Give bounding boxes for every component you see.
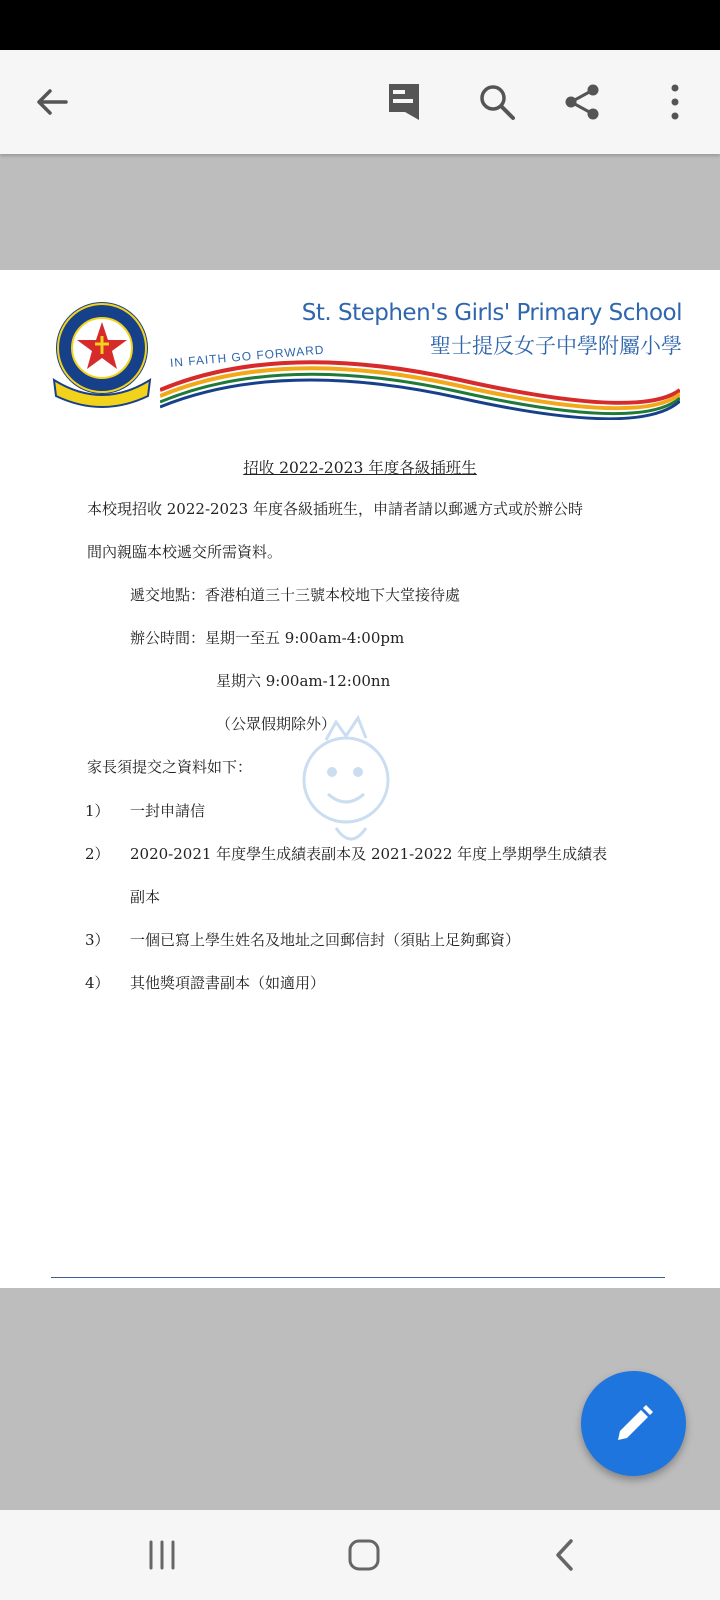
pencil-edit-icon <box>612 1402 656 1446</box>
search-icon <box>477 82 517 122</box>
viewer-background <box>0 154 720 270</box>
office-hours-note: （公眾假期除外） <box>216 715 337 733</box>
more-options-button[interactable] <box>645 72 705 132</box>
list-item-number: 3） <box>85 931 110 949</box>
list-item: 其他獎項證書副本（如適用） <box>130 974 326 992</box>
school-name-english: St. Stephen's Girls' Primary School <box>301 300 682 326</box>
list-item: 2020-2021 年度學生成績表副本及 2021-2022 年度上學期學生成績表 <box>130 845 608 863</box>
list-item-number: 1） <box>85 802 110 820</box>
system-navigation-bar <box>0 1510 720 1600</box>
school-crest-logo <box>52 300 156 410</box>
recents-button[interactable] <box>132 1530 192 1580</box>
more-vert-icon <box>668 82 682 122</box>
edit-fab-button[interactable] <box>581 1371 686 1476</box>
home-button[interactable] <box>334 1530 394 1580</box>
intro-line-1: 本校現招收 2022-2023 年度各級插班生，申請者請以郵遞方式或於辦公時 <box>87 500 583 518</box>
page-footer-rule <box>51 1277 665 1278</box>
list-item-number: 4） <box>85 974 110 992</box>
school-motto: IN FAITH GO FORWARD <box>169 342 326 370</box>
recents-icon <box>146 1539 178 1571</box>
school-name-chinese: 聖士提反女子中學附屬小學 <box>430 334 682 358</box>
app-toolbar <box>0 50 720 154</box>
intro-line-2: 間內親臨本校遞交所需資料。 <box>87 543 283 561</box>
share-button[interactable] <box>552 72 612 132</box>
home-icon <box>347 1538 381 1572</box>
document-page[interactable] <box>0 270 720 1288</box>
back-button[interactable] <box>22 72 82 132</box>
back-arrow-icon <box>32 82 72 122</box>
list-item-number: 2） <box>85 845 110 863</box>
back-chevron-icon <box>550 1538 580 1572</box>
list-heading: 家長須提交之資料如下： <box>87 758 253 776</box>
share-icon <box>562 82 602 122</box>
office-hours-weekday: 辦公時間：星期一至五 9:00am-4:00pm <box>130 629 405 647</box>
status-bar <box>0 0 720 50</box>
outline-button[interactable] <box>374 72 434 132</box>
office-hours-saturday: 星期六 9:00am-12:00nn <box>216 672 391 690</box>
address-line: 遞交地點：香港柏道三十三號本校地下大堂接待處 <box>130 586 461 604</box>
system-back-button[interactable] <box>535 1530 595 1580</box>
list-item: 一個已寫上學生姓名及地址之回郵信封（須貼上足夠郵資） <box>130 931 521 949</box>
document-title: 招收 2022-2023 年度各級插班生 <box>243 459 477 477</box>
school-letterhead <box>52 300 682 415</box>
search-button[interactable] <box>467 72 527 132</box>
list-item-continuation: 副本 <box>130 888 161 906</box>
list-item: 一封申請信 <box>130 802 206 820</box>
outline-icon <box>387 82 421 122</box>
